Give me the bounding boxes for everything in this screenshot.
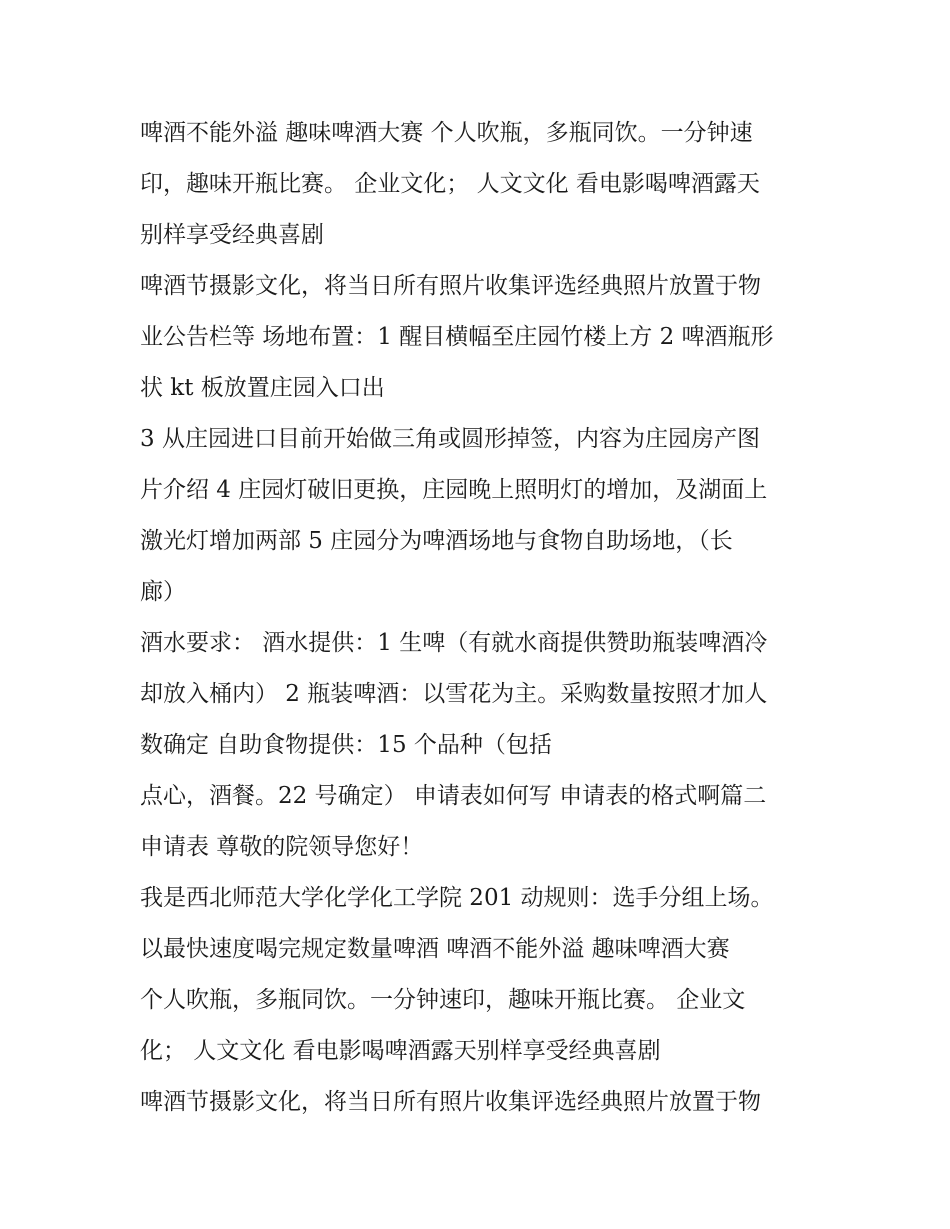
text-line: 啤酒节摄影文化，将当日所有照片收集评选经典照片放置于物 (140, 273, 761, 299)
text-line: 廊） (140, 579, 186, 605)
text-line: 状 kt 板放置庄园入口出 (140, 375, 385, 401)
text-line: 申请表 尊敬的院领导您好！ (140, 834, 424, 860)
text-line: 却放入桶内） 2 瓶装啤酒：以雪花为主。采购数量按照才加人 (140, 681, 768, 707)
text-line: 酒水要求： 酒水提供：1 生啤（有就水商提供赞助瓶装啤酒冷 (140, 630, 768, 656)
text-line: 个人吹瓶，多瓶同饮。一分钟速印，趣味开瓶比赛。 企业文 (140, 987, 746, 1013)
text-line: 业公告栏等 场地布置：1 醒目横幅至庄园竹楼上方 2 啤酒瓶形 (140, 324, 774, 350)
text-line: 以最快速度喝完规定数量啤酒 啤酒不能外溢 趣味啤酒大赛 (140, 936, 730, 962)
text-line: 激光灯增加两部 5 庄园分为啤酒场地与食物自助场地，（长 (140, 528, 733, 554)
text-line: 点心，酒餐。22 号确定） 申请表如何写 申请表的格式啊篇二 (140, 783, 767, 809)
document-body (140, 108, 820, 1128)
text-line: 数确定 自助食物提供：15 个品种（包括 (140, 732, 552, 758)
text-line: 片介绍 4 庄园灯破旧更换，庄园晚上照明灯的增加，及湖面上 (140, 477, 768, 503)
text-line: 印，趣味开瓶比赛。 企业文化； 人文文化 看电影喝啤酒露天 (140, 171, 760, 197)
text-line: 别样享受经典喜剧 (140, 222, 324, 248)
text-line: 3 从庄园进口目前开始做三角或圆形掉签，内容为庄园房产图 (140, 426, 760, 452)
text-line: 啤酒不能外溢 趣味啤酒大赛 个人吹瓶，多瓶同饮。一分钟速 (140, 120, 753, 146)
text-line: 我是西北师范大学化学化工学院 201 动规则：选手分组上场。 (140, 885, 774, 911)
text-line: 啤酒节摄影文化，将当日所有照片收集评选经典照片放置于物 (140, 1089, 761, 1115)
text-line: 化； 人文文化 看电影喝啤酒露天别样享受经典喜剧 (140, 1038, 661, 1064)
